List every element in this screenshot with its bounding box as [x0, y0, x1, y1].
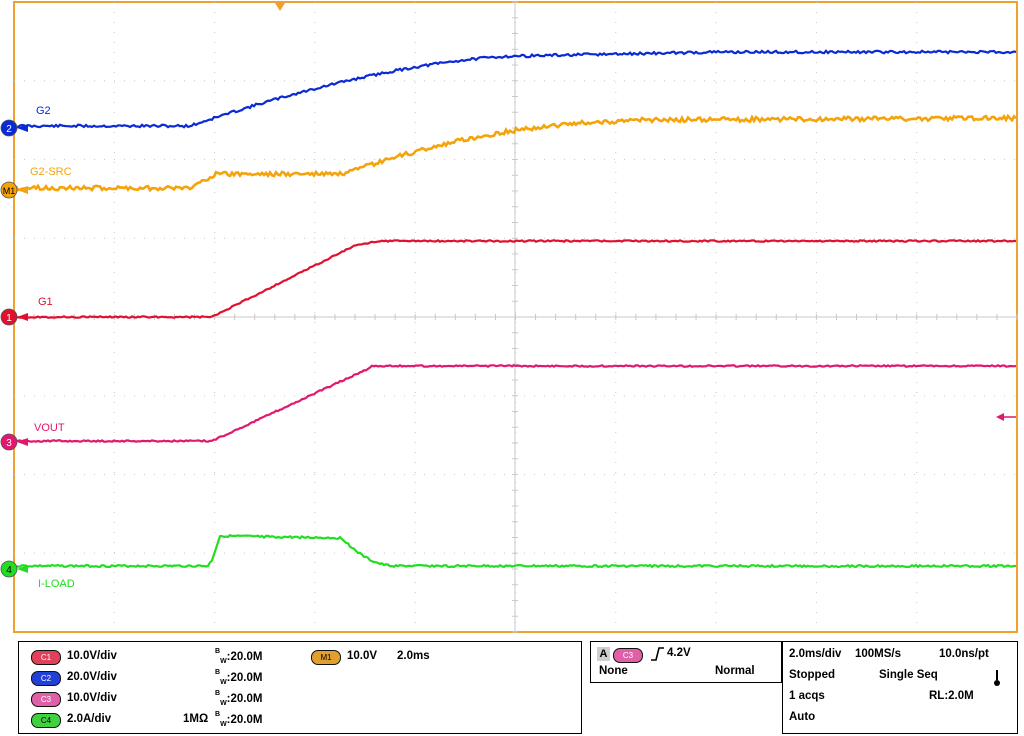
channel-1-marker: [1, 309, 28, 325]
trigger-source-badge[interactable]: C3: [613, 648, 643, 663]
channel-4-marker-label: 4: [6, 565, 12, 576]
trace-label-i-load: I-LOAD: [38, 578, 75, 590]
waveforms: [16, 51, 1016, 567]
trigger-level: 4.2V: [667, 647, 691, 659]
channel-3-bandwidth: $^B_W$:20.0M: [215, 690, 263, 708]
channel-4-impedance: 1MΩ: [183, 713, 209, 725]
channel-2-bandwidth: $^B_W$:20.0M: [215, 669, 263, 687]
math-1-time: 2.0ms: [397, 650, 430, 662]
channel-2-marker-label: 2: [6, 124, 12, 135]
g2-src-trace: [16, 116, 1016, 190]
channel-2-marker: [1, 120, 28, 136]
channel-4-scale: 2.0A/div: [67, 713, 112, 725]
channel-1-marker-arrow: [17, 313, 28, 321]
sample-rate: 100MS/s: [855, 648, 902, 660]
trigger-indicator-icon: [992, 669, 1002, 687]
math-1-scale: 10.0V: [347, 650, 378, 662]
channel-3-marker: [1, 434, 28, 450]
record-length: RL:2.0M: [929, 690, 974, 702]
sequence-mode: Single Seq: [879, 669, 938, 681]
channel-1-bandwidth: $^B_W$:20.0M: [215, 648, 263, 666]
g1-trace: [16, 240, 1016, 317]
channel-1-marker-label: 1: [6, 313, 12, 324]
trigger-type: Normal: [715, 665, 755, 677]
channel-4-badge[interactable]: C4: [31, 713, 61, 728]
trigger-panel[interactable]: [590, 641, 782, 683]
acquisition-state: Stopped: [789, 669, 835, 681]
channel-3-scale: 10.0V/div: [67, 692, 117, 704]
channel-4-bandwidth: $^B_W$:20.0M: [215, 711, 263, 729]
channel-4-marker: [1, 561, 28, 577]
trigger-position-marker: [275, 3, 285, 11]
trigger-mode-box: A: [597, 647, 610, 661]
channel-2-scale: 20.0V/div: [67, 671, 117, 683]
channel-3-marker-arrow: [17, 438, 28, 446]
math-1-marker-label: M1: [2, 186, 16, 196]
channel-3-marker-label: 3: [6, 438, 12, 449]
math-1-marker-arrow: [17, 186, 28, 194]
trigger-mode: Auto: [789, 711, 816, 723]
trace-label-g2-src: G2-SRC: [30, 166, 72, 178]
channel-3-badge[interactable]: C3: [31, 692, 61, 707]
rising-edge-icon: [649, 646, 665, 662]
trigger-coupling: None: [599, 665, 628, 677]
trace-label-g2: G2: [36, 105, 51, 117]
math-1-badge[interactable]: M1: [311, 650, 341, 665]
vout-trace: [16, 365, 1016, 441]
trace-label-vout: VOUT: [34, 422, 65, 434]
acquisition-count: 1 acqs: [789, 690, 825, 702]
acquisition-panel[interactable]: [782, 641, 1018, 734]
trace-label-g1: G1: [38, 296, 53, 308]
timebase: 2.0ms/div: [789, 648, 842, 660]
math-1-marker: [1, 182, 28, 198]
channel-settings-panel[interactable]: [18, 641, 582, 734]
channel-1-scale: 10.0V/div: [67, 650, 117, 662]
channel-2-badge[interactable]: C2: [31, 671, 61, 686]
resolution: 10.0ns/pt: [939, 648, 989, 660]
channel-1-badge[interactable]: C1: [31, 650, 61, 665]
